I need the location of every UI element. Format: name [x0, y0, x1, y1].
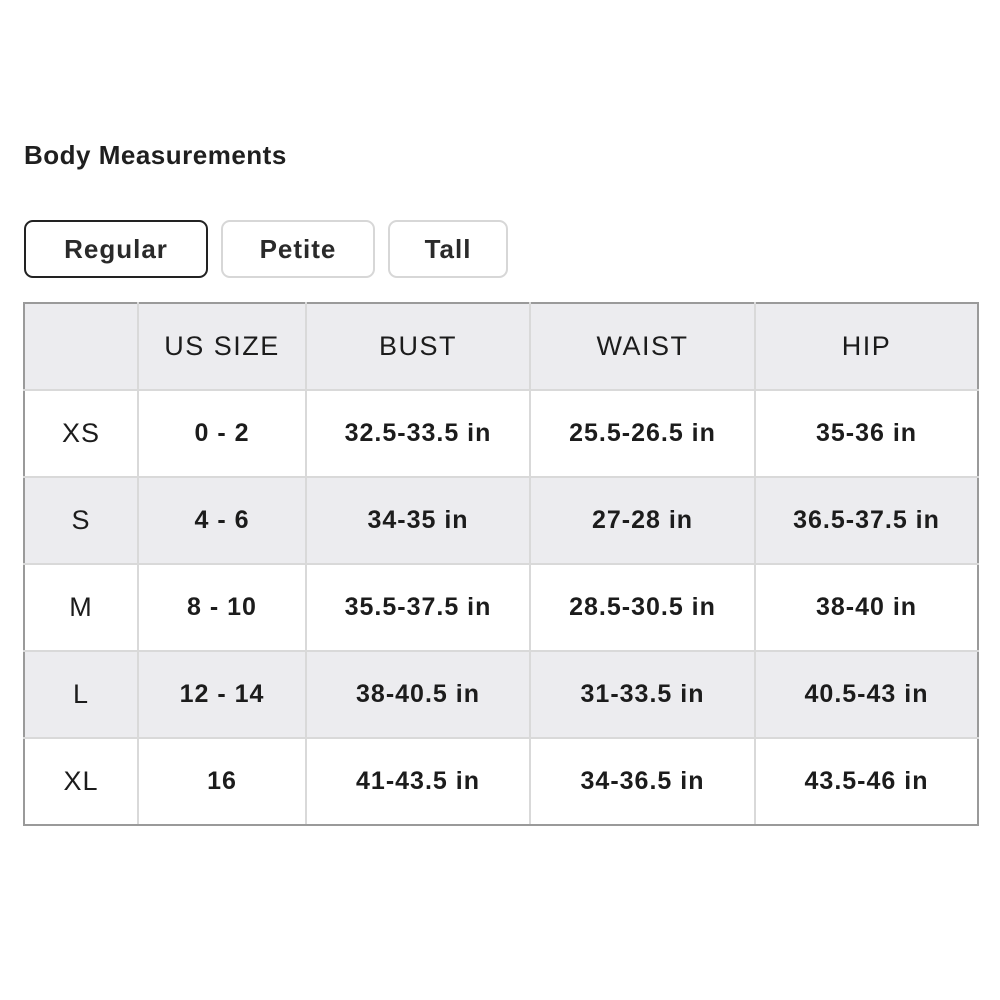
size-label: XS — [24, 390, 138, 477]
us-size-cell: 4 - 6 — [138, 477, 306, 564]
hip-cell: 40.5-43 in — [755, 651, 978, 738]
size-label: M — [24, 564, 138, 651]
us-size-cell: 12 - 14 — [138, 651, 306, 738]
tab-tall[interactable]: Tall — [388, 220, 508, 278]
waist-cell: 25.5-26.5 in — [530, 390, 755, 477]
header-cell-us-size: US SIZE — [138, 303, 306, 390]
table-row — [24, 477, 978, 564]
table-row — [24, 738, 978, 825]
table-row — [24, 564, 978, 651]
header-cell-hip: HIP — [755, 303, 978, 390]
header-cell-waist: WAIST — [530, 303, 755, 390]
hip-cell: 35-36 in — [755, 390, 978, 477]
waist-cell: 31-33.5 in — [530, 651, 755, 738]
waist-cell: 34-36.5 in — [530, 738, 755, 825]
bust-cell: 34-35 in — [306, 477, 530, 564]
bust-cell: 32.5-33.5 in — [306, 390, 530, 477]
table-row — [24, 651, 978, 738]
hip-cell: 43.5-46 in — [755, 738, 978, 825]
bust-cell: 41-43.5 in — [306, 738, 530, 825]
size-chart-table — [23, 302, 979, 826]
size-label: S — [24, 477, 138, 564]
page-title: Body Measurements — [24, 140, 287, 170]
us-size-cell: 8 - 10 — [138, 564, 306, 651]
header-cell-empty — [24, 303, 138, 390]
waist-cell: 28.5-30.5 in — [530, 564, 755, 651]
hip-cell: 38-40 in — [755, 564, 978, 651]
us-size-cell: 16 — [138, 738, 306, 825]
size-label: XL — [24, 738, 138, 825]
us-size-cell: 0 - 2 — [138, 390, 306, 477]
waist-cell: 27-28 in — [530, 477, 755, 564]
hip-cell: 36.5-37.5 in — [755, 477, 978, 564]
table-row — [24, 390, 978, 477]
tab-regular[interactable]: Regular — [24, 220, 208, 278]
bust-cell: 38-40.5 in — [306, 651, 530, 738]
header-cell-bust: BUST — [306, 303, 530, 390]
tab-petite[interactable]: Petite — [221, 220, 375, 278]
bust-cell: 35.5-37.5 in — [306, 564, 530, 651]
table-header-row — [24, 303, 978, 390]
size-label: L — [24, 651, 138, 738]
